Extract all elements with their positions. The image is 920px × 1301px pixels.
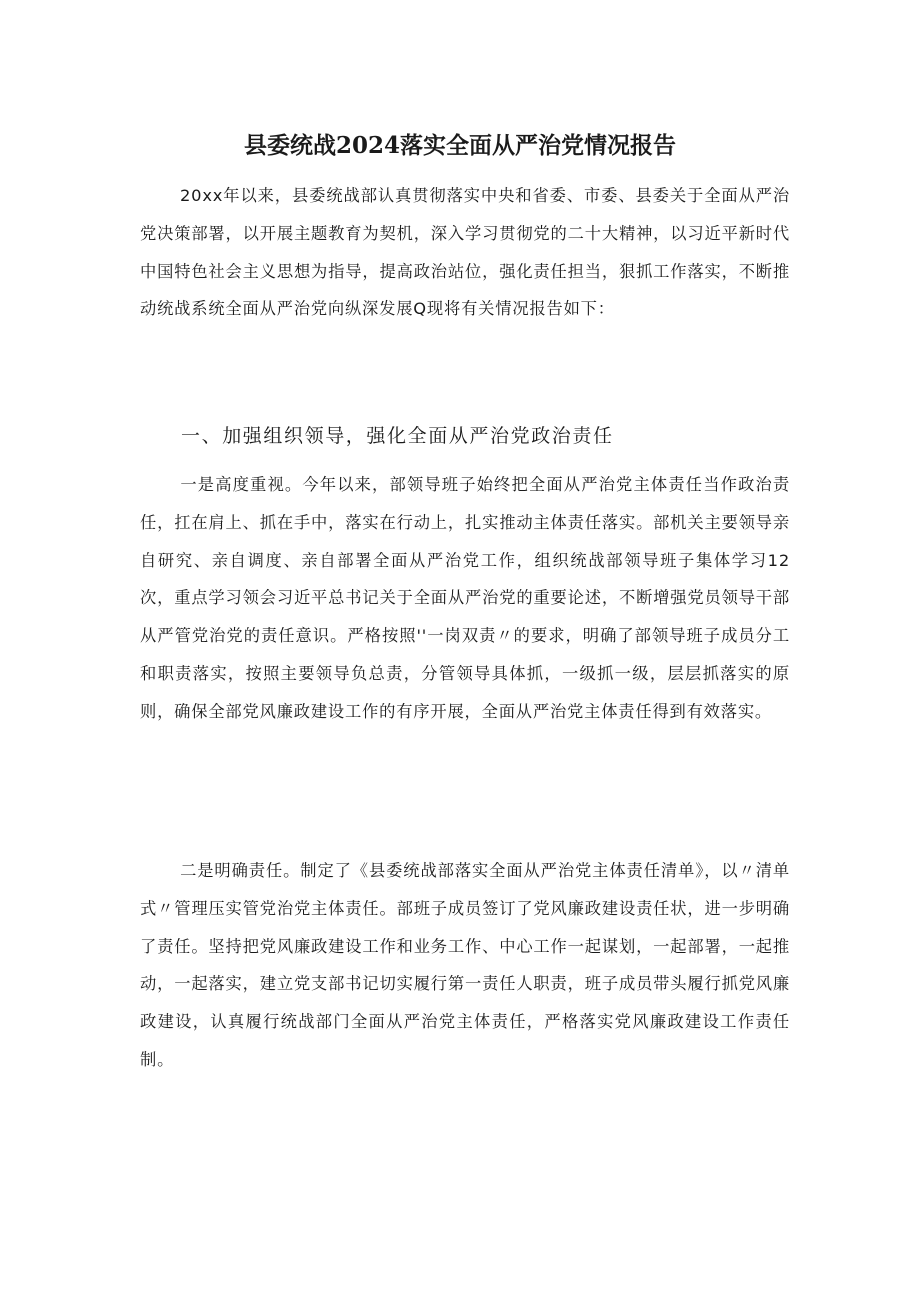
section-heading: 一、加强组织领导，强化全面从严治党政治责任	[181, 425, 614, 447]
paragraph-text: 二是明确责任。制定了《县委统战部落实全面从严治党主体责任清单》，以〃清单式〃管理压实管党治党主体责任。部班子成员签订了党风廉政建设责任状，进一步明确了责任。坚持把党风廉政建设工作和业务工作、中心工作一起谋划，一起部署，一起推动，一起落实，建立党支部书记切实履行第一责任人职责，班子成员带头履行抓党风廉政建设，认真履行统战部门全面从严治党主体责任，严格落实党风廉政建设工作责任制。	[140, 861, 790, 1069]
body-paragraph	[140, 466, 790, 731]
intro-text: 20xx年以来，县委统战部认真贯彻落实中央和省委、市委、县委关于全面从严治党决策部署，以开展主题教育为契机，深入学习贯彻党的二十大精神，以习近平新时代中国特色社会主义思想为指导，提高政治站位，强化责任担当，狠抓工作落实，不断推动统战系统全面从严治党向纵深发展Q现将有关情况报告如下：	[140, 186, 790, 319]
intro-paragraph	[140, 177, 790, 328]
document-title: 县委统战2024落实全面从严治党情况报告	[243, 132, 676, 159]
body-paragraph	[140, 852, 790, 1079]
paragraph-text: 一是高度重视。今年以来，部领导班子始终把全面从严治党主体责任当作政治责任，扛在肩上、抓在手中，落实在行动上，扎实推动主体责任落实。部机关主要领导亲自研究、亲自调度、亲自部署全面从严治党工作，组织统战部领导班子集体学习12次，重点学习领会习近平总书记关于全面从严治党的重要论述，不断增强党员领导干部从严管党治党的责任意识。严格按照''一岗双责〃的要求，明确了部领导班子成员分工和职责落实，按照主要领导负总责，分管领导具体抓，一级抓一级，层层抓落实的原则，确保全部党风廉政建设工作的有序开展，全面从严治党主体责任得到有效落实。	[140, 475, 790, 721]
